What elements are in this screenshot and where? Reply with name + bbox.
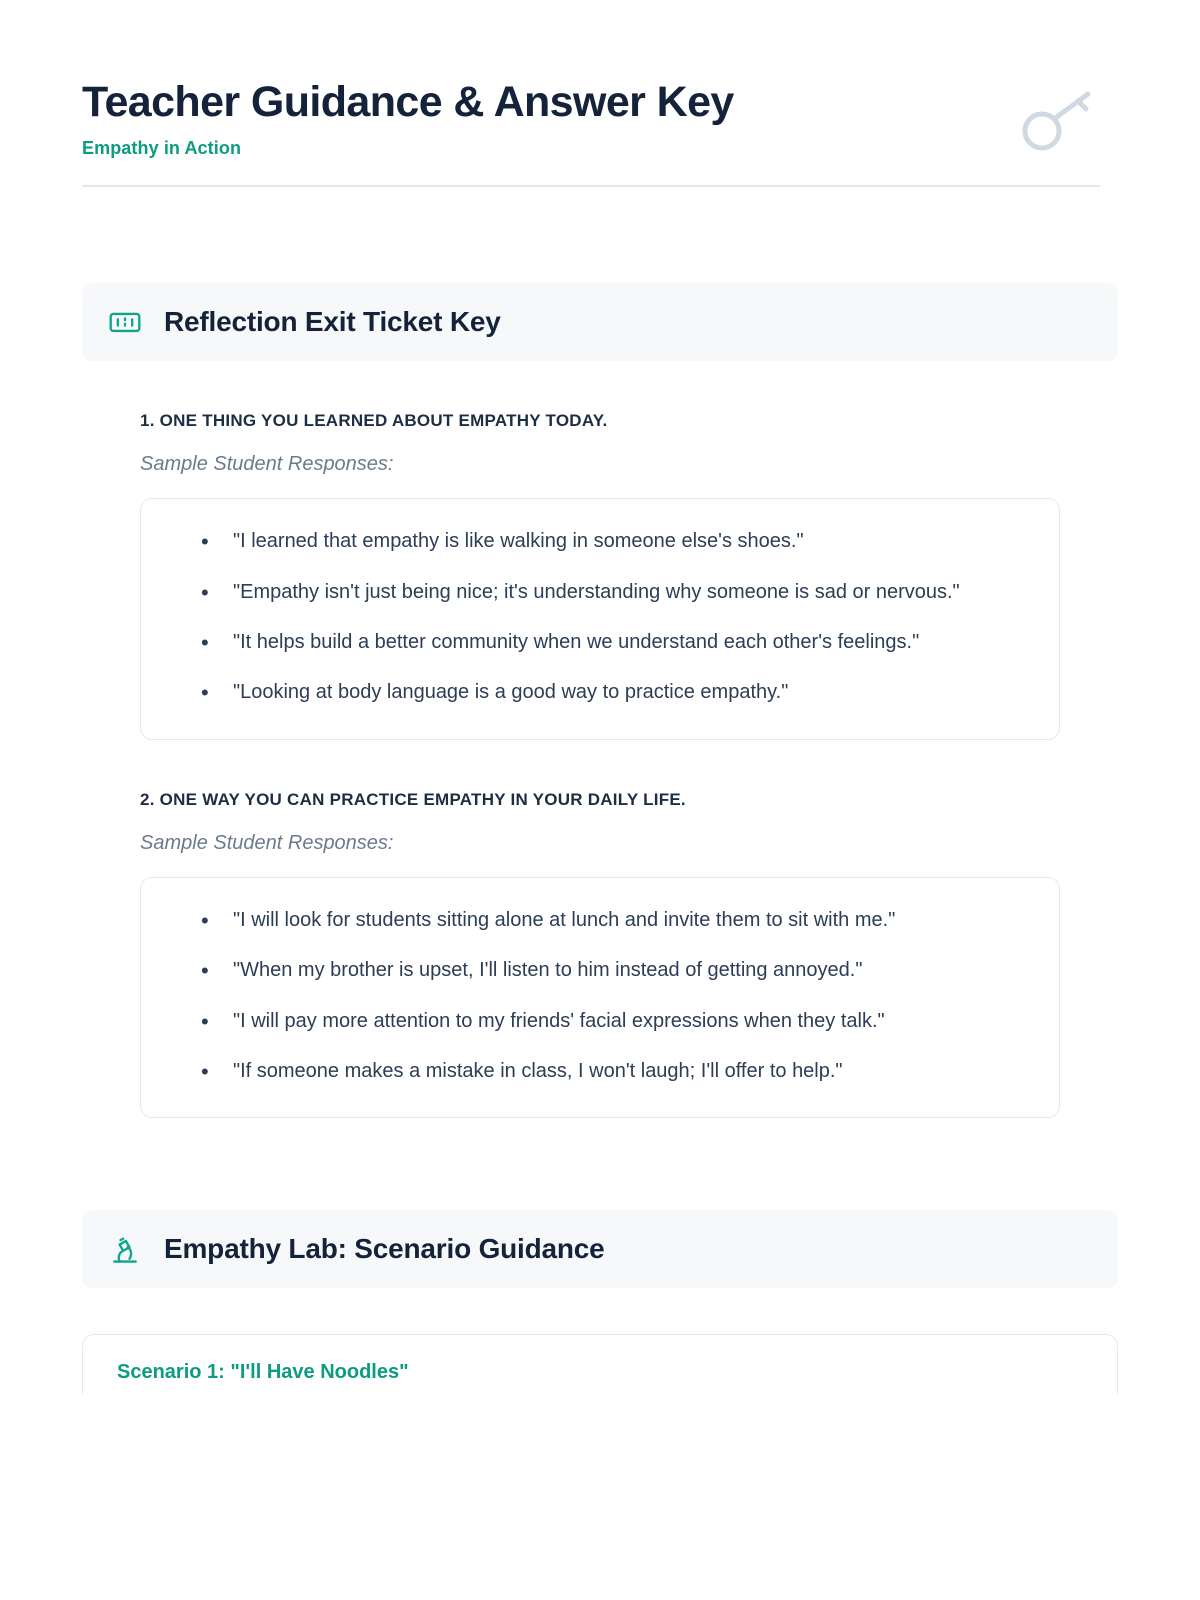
answer-card — [140, 877, 1060, 1119]
question-prompt: 2. ONE WAY YOU CAN PRACTICE EMPATHY IN YOUR DAILY LIFE. — [140, 789, 686, 809]
list-item: • "When my brother is upset, I'll listen to him instead of getting annoyed." — [171, 954, 1029, 986]
ticket-icon — [106, 303, 144, 341]
key-icon — [1016, 86, 1098, 158]
list-item: • "I learned that empathy is like walking in someone else's shoes." — [171, 525, 1029, 557]
page-subtitle: Empathy in Action — [82, 138, 242, 159]
answer-list — [171, 525, 1029, 709]
list-item: • "If someone makes a mistake in class, I won't laugh; I'll offer to help." — [171, 1055, 1029, 1087]
list-item: • "I will look for students sitting alone at lunch and invite them to sit with me." — [171, 904, 1029, 936]
section-title: Reflection Exit Ticket Key — [164, 306, 501, 338]
sample-responses-label: Sample Student Responses: — [140, 453, 394, 476]
page-title: Teacher Guidance & Answer Key — [82, 78, 734, 126]
answer-list — [171, 904, 1029, 1088]
list-item: • "I will pay more attention to my friends' facial expressions when they talk." — [171, 1005, 1029, 1037]
section-header-empathy-lab — [82, 1210, 1118, 1288]
sample-responses-label: Sample Student Responses: — [140, 831, 394, 854]
header-divider — [82, 185, 1100, 187]
microscope-icon — [106, 1230, 144, 1268]
section-title: Empathy Lab: Scenario Guidance — [164, 1233, 605, 1265]
question-prompt: 1. ONE THING YOU LEARNED ABOUT EMPATHY TODAY. — [140, 411, 608, 431]
answer-card — [140, 498, 1060, 740]
list-item: • "Empathy isn't just being nice; it's understanding why someone is sad or nervous." — [171, 576, 1029, 608]
scenario-card-partial — [82, 1334, 1118, 1394]
document-header — [82, 78, 1118, 215]
list-item: • "Looking at body language is a good way to practice empathy." — [171, 676, 1029, 708]
list-item: • "It helps build a better community when we understand each other's feelings." — [171, 626, 1029, 658]
question-block-1 — [82, 411, 1118, 740]
question-block-2 — [82, 790, 1118, 1119]
section-header-reflection — [82, 283, 1118, 361]
scenario-title: Scenario 1: "I'll Have Noodles" — [117, 1361, 409, 1384]
